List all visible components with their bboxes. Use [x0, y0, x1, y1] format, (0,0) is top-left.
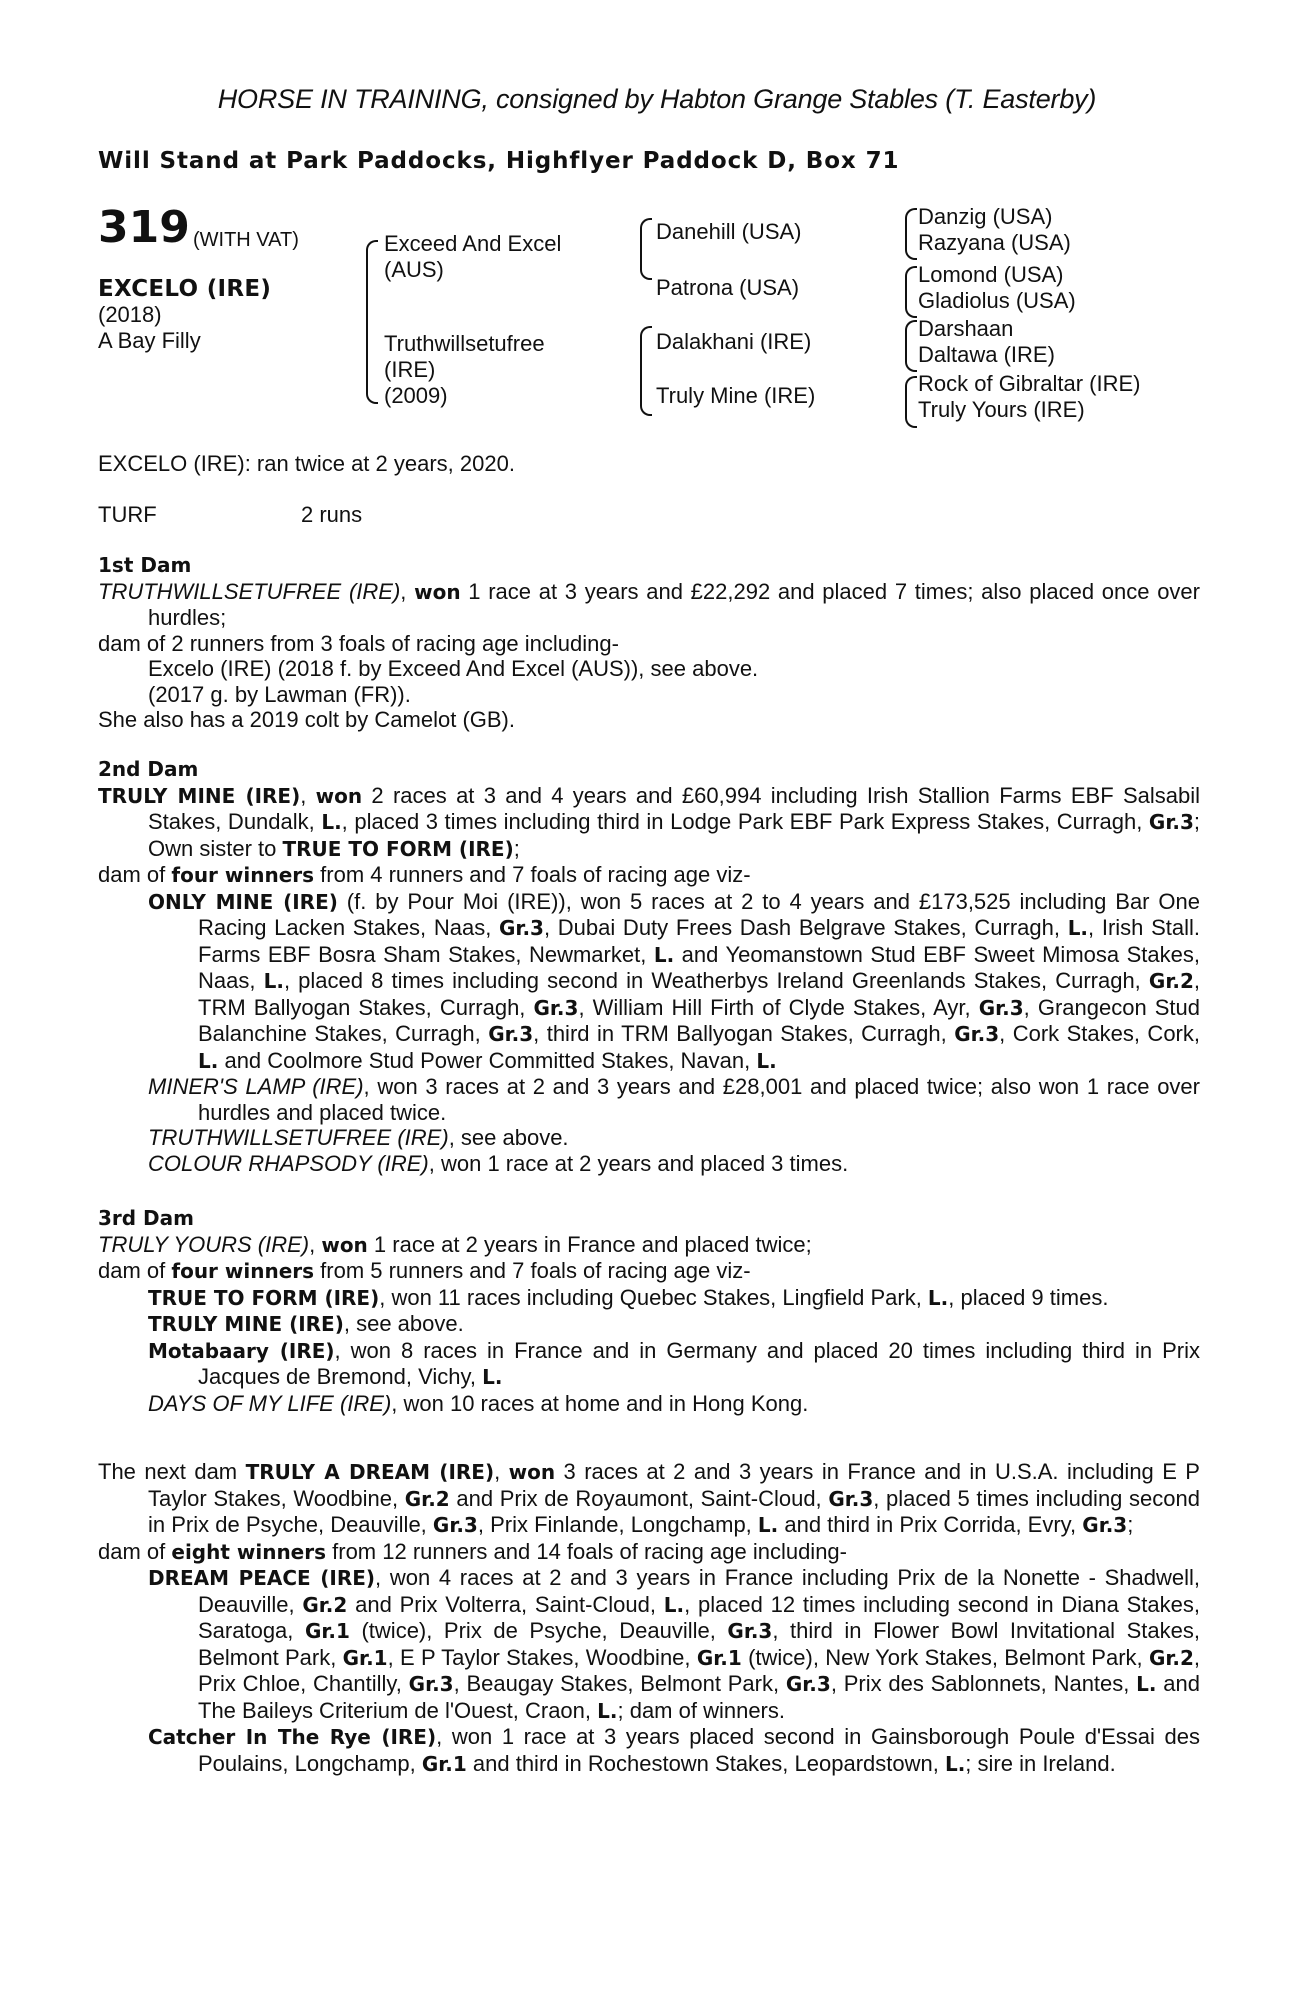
- produce-name: TRUTHWILLSETUFREE (IRE): [148, 1125, 449, 1150]
- text: and Yeomanstown Stud EBF Sweet Mimosa Stakes, Naas,: [198, 941, 1200, 993]
- brace-g3-2: [905, 266, 917, 318]
- brace-sire-line: [640, 218, 652, 280]
- text: , placed 12 times including second in Diana Stakes, Saratoga,: [198, 1591, 1200, 1643]
- grade: L.: [597, 1698, 618, 1723]
- text: , Grangecon Stud Balanchine Stakes, Curragh,: [198, 994, 1200, 1046]
- sire-name: Exceed And Excel: [384, 231, 562, 256]
- text: , won 8 races in France and in Germany and placed 20 times including third in Prix Jacques de Bremond, Vichy,: [198, 1337, 1200, 1389]
- gen3-1: Danzig (USA): [918, 204, 1053, 229]
- produce-colour-rhapsody: [148, 1151, 1200, 1177]
- text: and Prix de Royaumont, Saint-Cloud,: [449, 1485, 829, 1511]
- grade: L.: [1067, 916, 1089, 940]
- won-label: won: [508, 1460, 556, 1484]
- text: , won 1 race at 2 years and placed 3 times.: [428, 1150, 849, 1176]
- second-dam-name: TRULY MINE (IRE): [98, 783, 301, 808]
- text: , placed 5 times including second in Prix de Psyche, Deauville,: [148, 1485, 1200, 1537]
- text: and third in Prix Corrida, Evry,: [778, 1512, 1083, 1537]
- grade: Gr.1: [696, 1645, 742, 1670]
- text: and The Baileys Criterium de l'Ouest, Craon,: [198, 1671, 1200, 1723]
- text: (twice), New York Stakes, Belmont Park,: [741, 1644, 1149, 1670]
- text: ;: [513, 835, 520, 861]
- text: , placed 9 times.: [948, 1284, 1109, 1310]
- grade: Gr.1: [304, 1619, 350, 1643]
- grade: Gr.3: [499, 916, 544, 940]
- brace-g3-1: [905, 208, 917, 260]
- grade: Gr.3: [954, 1022, 1000, 1046]
- grade: Gr.2: [404, 1486, 450, 1511]
- text: ; dam of winners.: [617, 1697, 785, 1723]
- grade: L.: [198, 1048, 219, 1073]
- next-dam-name: TRULY A DREAM (IRE): [245, 1460, 495, 1484]
- dam-sire: Dalakhani (IRE): [656, 329, 812, 354]
- third-dam-section: 3rd Dam TRULY YOURS (IRE), won 1 race at 2 years in France and placed twice; dam of four winners from 5 runners and 7 foals of racing age viz- TRUE TO FORM (IRE), won 11 races including Quebec Stakes, Lingfield Park, L., placed 9 times. TRULY MINE (IRE), see above. Motabaary (IRE), won 8 races in France and in Germany and placed 20 times including third in Prix Jacques de Bremond, Vichy, L. DAYS OF MY LIFE (IRE), won 10 races at home and in Hong Kong.: [98, 1206, 1200, 1416]
- text: , placed 3 times including third in Lodge Park EBF Park Express Stakes, Curragh,: [341, 809, 1149, 834]
- horse-year: (2018): [98, 302, 162, 327]
- produce-name: Motabaary (IRE): [148, 1338, 335, 1363]
- grade: L.: [757, 1513, 779, 1537]
- produce-catcher-in-the-rye: [148, 1724, 1200, 1777]
- text: dam of: [98, 1258, 172, 1283]
- grade: Gr.2: [1148, 1645, 1194, 1670]
- text: , third in TRM Ballyogan Stakes, Curragh,: [533, 1021, 955, 1046]
- text: , Prix Finlande, Longchamp,: [477, 1512, 758, 1537]
- text: (f. by Pour Moi (IRE)), won 5 races at 2 to 4 years and £173,525 including Bar One Racing Lacken Stakes, Naas,: [198, 888, 1200, 940]
- gen3-8: Truly Yours (IRE): [918, 397, 1085, 422]
- grade: L.: [756, 1048, 777, 1073]
- brace-g3-4: [905, 376, 917, 428]
- text: , Prix des Sablonnets, Nantes,: [830, 1671, 1137, 1696]
- brace-gen1: [366, 240, 378, 404]
- text: , see above.: [343, 1311, 464, 1336]
- grade: L.: [321, 810, 342, 834]
- produce-truly-mine: [148, 1311, 1200, 1338]
- produce-dream-peace: [148, 1565, 1200, 1724]
- produce-true-to-form: [148, 1285, 1200, 1312]
- text: and Coolmore Stud Power Committed Stakes, Navan,: [218, 1047, 757, 1073]
- text: ,: [494, 1459, 509, 1484]
- text: and third in Rochestown Stakes, Leopardstown,: [466, 1750, 945, 1776]
- grade: Gr.1: [342, 1645, 388, 1670]
- produce-name: TRUE TO FORM (IRE): [148, 1285, 380, 1310]
- first-dam-section: 1st Dam TRUTHWILLSETUFREE (IRE), won 1 race at 3 years and £22,292 and placed 7 times; also placed once over hurdles; dam of 2 runners from 3 foals of racing age including- Excelo (IRE) (2018 f. by Exceed And Excel (AUS)), see above. (2017 g. by Lawman (FR)). She also has a 2019 colt by Camelot (GB).: [98, 553, 1200, 732]
- brace-dam-line: [640, 326, 652, 416]
- surface-label: TURF: [98, 502, 157, 527]
- grade: Gr.3: [785, 1672, 831, 1696]
- text: ;: [1127, 1512, 1134, 1537]
- lot-number: 319: [98, 202, 190, 253]
- grade: Gr.3: [432, 1513, 478, 1537]
- sire-sire: Danehill (USA): [656, 219, 802, 244]
- produce-name: ONLY MINE (IRE): [148, 889, 338, 914]
- grade: L.: [927, 1285, 949, 1310]
- grade: L.: [653, 942, 675, 967]
- text: ; sire in Ireland.: [965, 1750, 1116, 1776]
- sister-name: TRUE TO FORM (IRE): [282, 836, 514, 861]
- vat-label: (WITH VAT): [193, 229, 299, 251]
- grade: Gr.2: [302, 1592, 348, 1617]
- grade: Gr.1: [421, 1751, 467, 1776]
- produce-item: Excelo (IRE) (2018 f. by Exceed And Excel (AUS)), see above.: [148, 656, 759, 681]
- text: dam of: [98, 862, 172, 887]
- location-heading: Will Stand at Park Paddocks, Highflyer Paddock D, Box 71: [98, 148, 900, 174]
- produce-name: COLOUR RHAPSODY (IRE): [148, 1150, 429, 1176]
- won-label: won: [414, 579, 461, 604]
- first-dam-produce-intro: dam of 2 runners from 3 foals of racing age including-: [98, 630, 619, 656]
- first-dam-record: 1 race at 3 years and £22,292 and placed 7 times; also placed once over hurdles;: [148, 578, 1200, 630]
- grade: L.: [944, 1751, 966, 1776]
- grade: Gr.3: [488, 1022, 534, 1046]
- race-record-summary: EXCELO (IRE): ran twice at 2 years, 2020.: [98, 451, 515, 476]
- text: , Prix Chloe, Chantilly,: [198, 1644, 1201, 1696]
- brace-g3-3: [905, 320, 917, 372]
- text: , Dubai Duty Frees Dash Belgrave Stakes, Curragh,: [543, 915, 1068, 940]
- text: ; Own sister to: [148, 809, 1200, 861]
- dam-dam: Truly Mine (IRE): [656, 383, 816, 408]
- produce-name: DREAM PEACE (IRE): [148, 1566, 376, 1590]
- produce-only-mine: [148, 889, 1200, 1075]
- text: , E P Taylor Stakes, Woodbine,: [387, 1644, 697, 1670]
- third-dam-heading: 3rd Dam: [98, 1206, 194, 1230]
- text: 2 races at 3 and 4 years and £60,994 including Irish Stallion Farms EBF Salsabil Stakes, Dundalk,: [148, 782, 1200, 834]
- text: The next dam: [98, 1459, 246, 1484]
- gen3-3: Lomond (USA): [918, 262, 1064, 287]
- gen3-5: Darshaan: [918, 316, 1014, 341]
- text: and Prix Volterra, Saint-Cloud,: [347, 1591, 664, 1617]
- surface-runs: 2 runs: [301, 502, 363, 527]
- grade: L.: [663, 1592, 685, 1617]
- produce-name: TRULY MINE (IRE): [148, 1312, 344, 1336]
- won-label: won: [315, 783, 363, 808]
- text: from 5 runners and 7 foals of racing age viz-: [314, 1258, 751, 1283]
- text: , Beaugay Stakes, Belmont Park,: [453, 1671, 786, 1696]
- text: , TRM Ballyogan Stakes, Curragh,: [198, 968, 1200, 1020]
- grade: Gr.3: [1082, 1513, 1128, 1537]
- text: , won 10 races at home and in Hong Kong.: [391, 1390, 809, 1416]
- grade: Gr.3: [533, 995, 579, 1020]
- grade: Gr.3: [1148, 810, 1194, 834]
- text: , Irish Stall. Farms EBF Bosra Sham Stakes, Newmarket,: [198, 915, 1200, 967]
- text: , placed 8 times including second in Weatherbys Ireland Greenlands Stakes, Curragh,: [283, 968, 1149, 993]
- grade: Gr.3: [408, 1672, 454, 1696]
- text: , Cork Stakes, Cork,: [999, 1021, 1200, 1046]
- horse-description: A Bay Filly: [98, 328, 201, 353]
- third-dam-name: TRULY YOURS (IRE): [98, 1231, 310, 1257]
- produce-item: (2017 g. by Lawman (FR)).: [148, 681, 411, 707]
- winners-count: four winners: [171, 863, 315, 887]
- text: from 4 runners and 7 foals of racing age viz-: [314, 862, 751, 887]
- text: from 12 runners and 14 foals of racing age including-: [326, 1538, 847, 1564]
- gen3-6: Daltawa (IRE): [918, 342, 1055, 367]
- first-dam-name: TRUTHWILLSETUFREE (IRE): [98, 578, 401, 604]
- text: 1 race at 2 years in France and placed twice;: [367, 1231, 812, 1257]
- text: , William Hill Firth of Clyde Stakes, Ayr,: [578, 994, 979, 1020]
- dam-country: (IRE): [384, 357, 436, 382]
- second-dam-heading: 2nd Dam: [98, 757, 199, 781]
- first-dam-note: She also has a 2019 colt by Camelot (GB).: [98, 707, 515, 732]
- text: 3 races at 2 and 3 years in France and in U.S.A. including E P Taylor Stakes, Woodbine,: [148, 1459, 1200, 1511]
- consignor-heading: HORSE IN TRAINING, consigned by Habton Grange Stables (T. Easterby): [217, 84, 1097, 114]
- produce-name: MINER'S LAMP (IRE): [148, 1074, 364, 1099]
- grade: L.: [482, 1365, 503, 1389]
- produce-motabaary: [148, 1338, 1200, 1391]
- grade: Gr.3: [978, 995, 1024, 1020]
- text: , won 4 races at 2 and 3 years in France including Prix de la Nonette - Shadwell, Deauville,: [198, 1565, 1200, 1617]
- grade: L.: [263, 969, 284, 993]
- text: , won 3 races at 2 and 3 years and £28,001 and placed twice; also won 1 race over hurdles and placed twice.: [198, 1074, 1200, 1125]
- dam-name: Truthwillsetufree: [384, 331, 545, 356]
- text: , third in Flower Bowl Invitational Stakes, Belmont Park,: [198, 1618, 1201, 1670]
- gen3-2: Razyana (USA): [918, 230, 1071, 255]
- grade: Gr.3: [828, 1486, 874, 1511]
- grade: L.: [1136, 1672, 1157, 1696]
- gen3-4: Gladiolus (USA): [918, 288, 1076, 313]
- produce-name: Catcher In The Rye (IRE): [148, 1725, 437, 1749]
- text: , won 11 races including Quebec Stakes, Lingfield Park,: [379, 1284, 928, 1310]
- produce-name: DAYS OF MY LIFE (IRE): [148, 1390, 392, 1416]
- sire-dam: Patrona (USA): [656, 275, 800, 300]
- produce-miners-lamp: [148, 1074, 1200, 1125]
- sire-country: (AUS): [384, 257, 444, 282]
- first-dam-heading: 1st Dam: [98, 553, 192, 577]
- gen3-7: Rock of Gibraltar (IRE): [918, 371, 1141, 396]
- text: dam of: [98, 1538, 172, 1564]
- won-label: won: [321, 1232, 368, 1257]
- text: , won 1 race at 3 years placed second in Gainsborough Poule d'Essai des Poulains, Longchamp,: [198, 1724, 1201, 1776]
- text: , see above.: [448, 1125, 569, 1150]
- horse-name: EXCELO (IRE): [98, 276, 272, 302]
- grade: Gr.2: [1148, 969, 1194, 993]
- produce-truthwillsetufree: [148, 1125, 1200, 1151]
- dam-year: (2009): [384, 383, 448, 408]
- winners-count: four winners: [171, 1259, 315, 1283]
- produce-days-of-my-life: [148, 1391, 1200, 1417]
- grade: Gr.3: [727, 1619, 773, 1643]
- text: (twice), Prix de Psyche, Deauville,: [349, 1618, 728, 1643]
- next-dam-section: [98, 1459, 1200, 1777]
- second-dam-section: 2nd Dam TRULY MINE (IRE), won 2 races at 3 and 4 years and £60,994 including Irish Stallion Farms EBF Salsabil Stakes, Dundalk, L., placed 3 times including third in Lodge Park EBF Park Express Stakes, Curragh, Gr.3; Own sister to TRUE TO FORM (IRE); dam of four winners from 4 runners and 7 foals of racing age viz- ONLY MINE (IRE) (f. by Pour Moi (IRE)), won 5 races at 2 to 4 years and £173,525 including Bar One Racing Lacken Stakes, Naas, Gr.3, Dubai Duty Frees Dash Belgrave Stakes, Curragh, L., Irish Stall. Farms EBF Bosra Sham Stakes, Newmarket, L. and Yeomanstown Stud EBF Sweet Mimosa Stakes, Naas, L., placed 8 times including second in Weatherbys Ireland Greenlands Stakes, Curragh, Gr.2, TRM Ballyogan Stakes, Curragh, Gr.3, William Hill Firth of Clyde Stakes, Ayr, Gr.3, Grangecon Stud Balanchine Stakes, Curragh, Gr.3, third in TRM Ballyogan Stakes, Curragh, Gr.3, Cork Stakes, Cork, L. and Coolmore Stud Power Committed Stakes, Navan, L. MINER'S LAMP (IRE), won 3 races at 2 and 3 years and £28,001 and placed twice; also won 1 race over hurdles and placed twice. TRUTHWILLSETUFREE (IRE), see above. COLOUR RHAPSODY (IRE), won 1 race at 2 years and placed 3 times.: [98, 757, 1200, 1176]
- winners-count: eight winners: [171, 1539, 327, 1564]
